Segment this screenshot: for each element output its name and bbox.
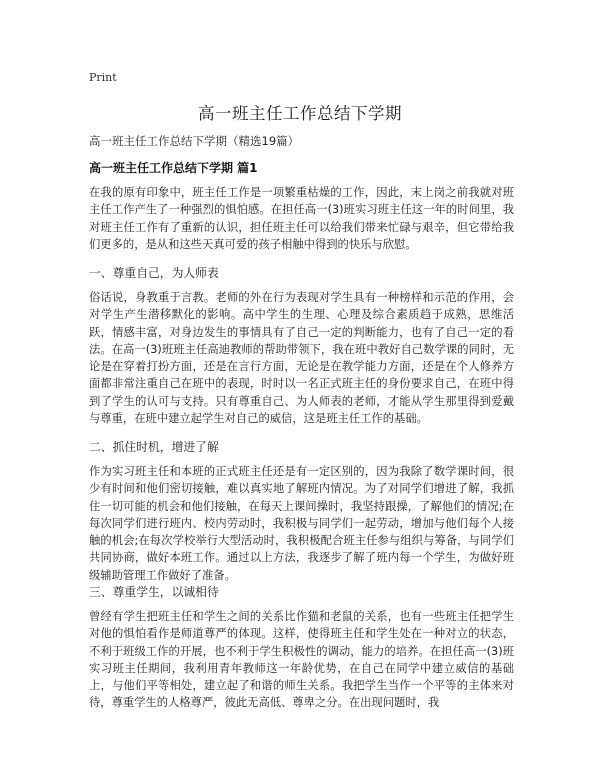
page-title: 高一班主任工作总结下学期 <box>198 104 402 123</box>
heading-respect-self: 一、尊重自己，为人师表 <box>89 266 219 280</box>
paragraph-respect-students: 曾经有学生把班主任和学生之间的关系比作猫和老鼠的关系，也有一些班主任把学生对他的惧怕看作是师道尊严的体现。这样，使得班主任和学生处在一种对立的状态，不利于班级工作的开展，也不利于学生积极性的调动，能力的培养。在担任高一(3)班实习班主任期间，我利用青年教师这一年龄优势，在自己在同学中建立威信的基础上，与他们平等相处，建立起了和谐的师生关系。我把学生当作一个平等的主体来对待，尊重学生的人格尊严，彼此无高低、尊卑之分。在出现问题时，我 <box>89 610 514 710</box>
paragraph-respect-self: 俗话说，身教重于言教。老师的外在行为表现对学生具有一种榜样和示范的作用，会对学生产生潜移默化的影响。高中学生的生理、心理及综合素质趋于成熟，思维活跃，情感丰富，对身边发生的事情具有了自己一定的判断能力，也有了自己一定的看法。在高一(3)班班主任高迪教师的帮助带领下，我在班中教好自己数学课的同时，无论是在穿着打扮方面，还是在言行方面，无论是在教学能力方面，还是在个人修养方面都非常注重自己在班中的表现，时时以一名正式班主任的身份要求自己，在班中得到了学生的认可与支持。只有尊重自己、为人师表的老师，才能从学生那里得到爱戴与尊重，在班中建立起学生对自己的威信，这是班主任工作的基础。 <box>89 291 514 426</box>
heading-seize-opportunity: 二、抓住时机，增进了解 <box>89 440 219 454</box>
print-label[interactable]: Print <box>89 71 117 84</box>
section-title: 高一班主任工作总结下学期 篇1 <box>89 161 258 175</box>
heading-respect-students: 三、尊重学生，以诚相待 <box>89 585 219 599</box>
paragraph-seize-opportunity: 作为实习班主任和本班的正式班主任还是有一定区别的，因为我除了数学课时间，很少有时间和他们密切接触，难以真实地了解班内情况。为了对同学们增进了解，我抓住一切可能的机会和他们接触，在每天上课间操时，我坚持跟操，了解他们的情况;在每次同学们进行班内、校内劳动时，我积极与同学们一起劳动，增加与他们每个人接触的机会;在每次学校举行大型活动时，我积极配合班主任参与组织与筹备，与同学们共同协商，做好本班工作。通过以上方法，我逐步了解了班内每一个学生，为做好班级辅助管理工作做好了准备。 <box>89 465 514 582</box>
paragraph-intro: 在我的原有印象中，班主任工作是一项繁重枯燥的工作，因此，末上岗之前我就对班主任工作产生了一种强烈的惧怕感。在担任高一(3)班实习班主任这一年的时间里，我对班主任工作有了重新的认识，担任班主任可以给我们带来忙碌与艰辛，但它带给我们更多的，是从和这些天真可爱的孩子相触中得到的快乐与欣慰。 <box>89 186 514 251</box>
document-subtitle: 高一班主任工作总结下学期（精选19篇） <box>89 134 300 148</box>
